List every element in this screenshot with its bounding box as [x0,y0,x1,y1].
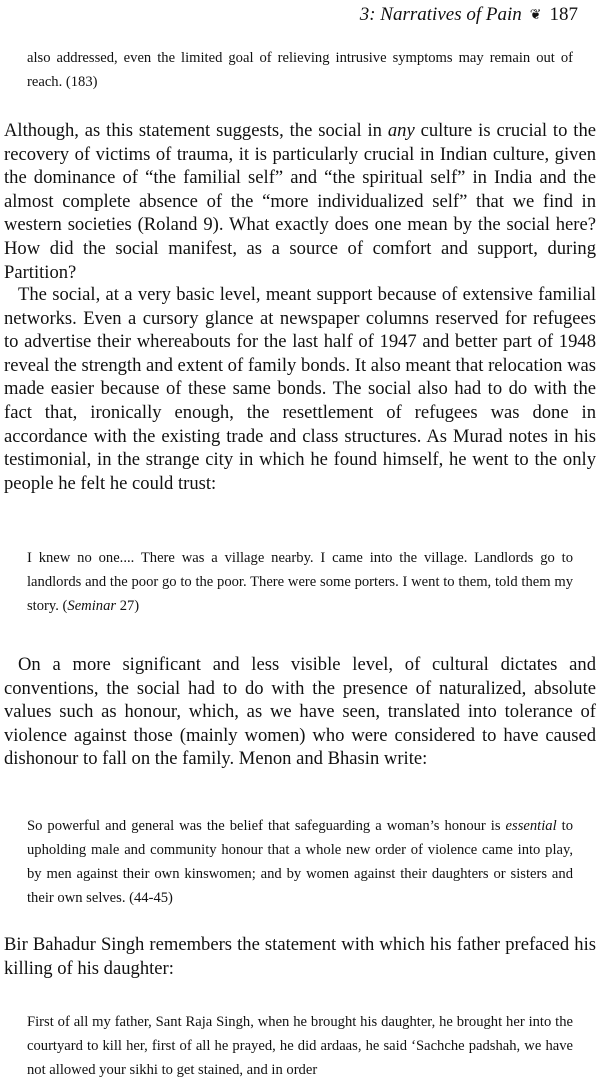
paragraph-social-culture: Although, as this statement suggests, the social in any culture is crucial to the recovery of victims of trauma, it is particularly crucial in Indian culture, given the dominance of “the familial self” and “the spiritual self” in India and the almost complete absence of the “more individualized self” that we find in western societies (Roland 9). What exactly does one mean by the social here? How did the social manifest, as a source of comfort and support, during Partition? [4,120,596,283]
block-quote-murad: I knew no one.... There was a village nearby. I came into the village. Landlords go to landlords and the poor go to the poor. There were some porters. I went to them, told them my story. (Seminar 27) [27,550,573,614]
block-quote-continuation: also addressed, even the limited goal of relieving intrusive symptoms may remain out of reach. (183) [27,50,573,90]
paragraph-bir-bahadur: Bir Bahadur Singh remembers the statement with which his father prefaced his killing of his daughter: [4,934,596,979]
emphasis-essential: essential [505,818,557,834]
page-number: 187 [549,4,578,25]
paragraph-honour: On a more significant and less visible level, of cultural dictates and conventions, the social had to do with the presence of naturalized, absolute values such as honour, which, as we have seen, translated into tolerance of violence against those (mainly women) who were considered to have caused dishonour to fall on the family. Menon and Bhasin write: [4,654,596,770]
emphasis-any: any [387,120,415,141]
running-header [360,4,578,26]
paragraph-familial-networks: The social, at a very basic level, meant support because of extensive familial networks. Even a cursory glance at newspaper columns reserved for refugees to advertise their whereabouts for the last half of 1947 and better part of 1948 reveal the strength and extent of family bonds. It also meant that relocation was made easier because of these same bonds. The social also had to do with the fact that, ironically enough, the resettlement of refugees was done in accordance with the existing trade and class structures. As Murad notes in his testimonial, in the strange city in which he found himself, he went to the only people he felt he could trust: [4,284,596,494]
running-title: 3: Narratives of Pain [359,4,522,25]
emphasis-seminar: Seminar [67,598,117,614]
leaf-ornament-icon: ❦ [529,8,542,23]
block-quote-sant-raja-singh: First of all my father, Sant Raja Singh, when he brought his daughter, he brought her into the courtyard to kill her, first of all he prayed, he did ardaas, he said ‘Sachche padshah, we have not allowed your sikhi to get stained, and in order [27,1014,573,1078]
block-quote-menon-bhasin: So powerful and general was the belief that safeguarding a woman’s honour is essential to upholding male and community honour that a whole new order of violence came into play, by men against their own kinswomen; and by women against their daughters or sisters and their own selves. (44-45) [27,818,573,906]
